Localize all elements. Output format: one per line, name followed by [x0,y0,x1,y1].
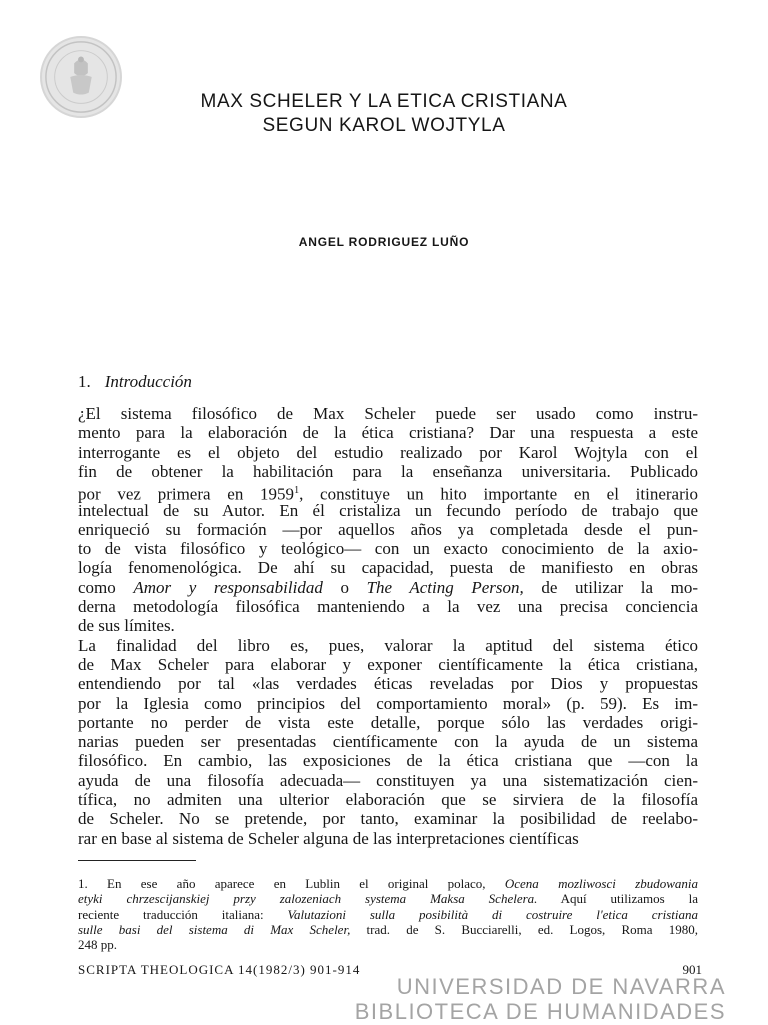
footnote-line: sulle basi del sistema di Max Scheler, trad. de S. Bucciarelli, ed. Logos, Roma 1980, [78,921,699,937]
article-title-line-1: MAX SCHELER Y LA ETICA CRISTIANA [200,91,568,112]
paragraph-line: por vez primera en 1959$^1$, constituye un hito importante en el itinerario [78,484,698,504]
article-title-line-2: SEGUN KAROL WOJTYLA [262,115,506,136]
footnote-reference: 1 [294,485,300,497]
paragraph-line: como Amor y responsabilidad o The Acting Person, de utilizar la mo- [78,577,699,597]
library-stamp-line-2: BIBLIOTECA DE HUMANIDADES [354,999,726,1024]
paragraph-line: La finalidad del libro es, pues, valorar la aptitud del sistema ético [78,635,698,655]
paragraph-line: por la Iglesia como principios del comportamiento moral» (p. 59). Es im- [78,693,698,713]
paragraph-line: de Scheler. No se pretende, por tanto, examinar la posibilidad de reelabo- [78,809,698,829]
paragraph-line: de Max Scheler para elaborar y exponer científicamente la ética cristiana, [78,654,698,674]
paragraph-line: intelectual de su Autor. En él cristaliza un fecundo período de trabajo que [78,500,698,520]
paragraph-line: enriqueció su formación —por aquellos años ya completada desde el pun- [78,519,698,539]
paragraph-line: portante no perder de vista este detalle, porque sólo las verdades origi- [78,712,698,732]
paragraph-line: to de vista filosófico y teológico— con un exacto conocimiento de la axio- [78,539,698,559]
paragraph-line: tífica, no admiten una ulterior elaboración que se sirviera de la filosofía [78,790,698,809]
paragraph-line: fin de obtener la habilitación para la enseñanza universitaria. Publicado [78,461,698,481]
footnote-separator [78,860,196,861]
footnote-line: 248 pp. [78,937,117,953]
author-name: ANGEL RODRIGUEZ LUÑO [298,235,470,249]
paragraph-line: mento para la elaboración de la ética cristiana? Dar una respuesta a este [78,423,698,443]
section-heading [78,372,192,392]
page-number: 901 [682,962,702,977]
paragraph-line: ayuda de una filosofía adecuada— constituyen ya una sistematización cien- [78,770,698,790]
library-stamp-line-1: UNIVERSIDAD DE NAVARRA [396,974,726,999]
footnote-line: 1. En ese año aparece en Lublin el original polaco, Ocena mozliwosci zbudowania [78,876,698,891]
footnote-line: reciente traducción italiana: Valutazioni sulla posibilità di costruire l'etica cristiana [78,906,699,922]
paragraph-line: interrogante es el objeto del estudio realizado por Karol Wojtyla con el [78,442,698,462]
footnote-line: etyki chrzescijanskiej przy zalozeniach systema Maksa Schelera. Aquí utilizamos la [78,891,698,907]
paragraph-line: rar en base al sistema de Scheler alguna de las interpretaciones científicas [78,828,579,848]
paragraph-line: derna metodología filosófica manteniendo a la vez una precisa conciencia [78,597,698,616]
section-title: Introducción [104,372,192,391]
paragraph-line: logía fenomenológica. De ahí su capacidad, puesta de manifiesto en obras [78,558,698,578]
section-number: 1. [78,372,91,391]
paragraph-line: filosófico. En cambio, las exposiciones de la ética cristiana que —con la [78,751,698,771]
paragraph-line: de sus límites. [78,616,175,636]
paragraph-line: entendiendo por tal «las verdades éticas reveladas por Dios y propuestas [78,674,698,694]
paragraph-line: narias pueden ser presentadas científicamente con la ayuda de un sistema [78,732,698,752]
paragraph-line: ¿El sistema filosófico de Max Scheler puede ser usado como instru- [78,404,698,423]
journal-citation: SCRIPTA THEOLOGICA 14(1982/3) 901-914 [78,962,361,977]
